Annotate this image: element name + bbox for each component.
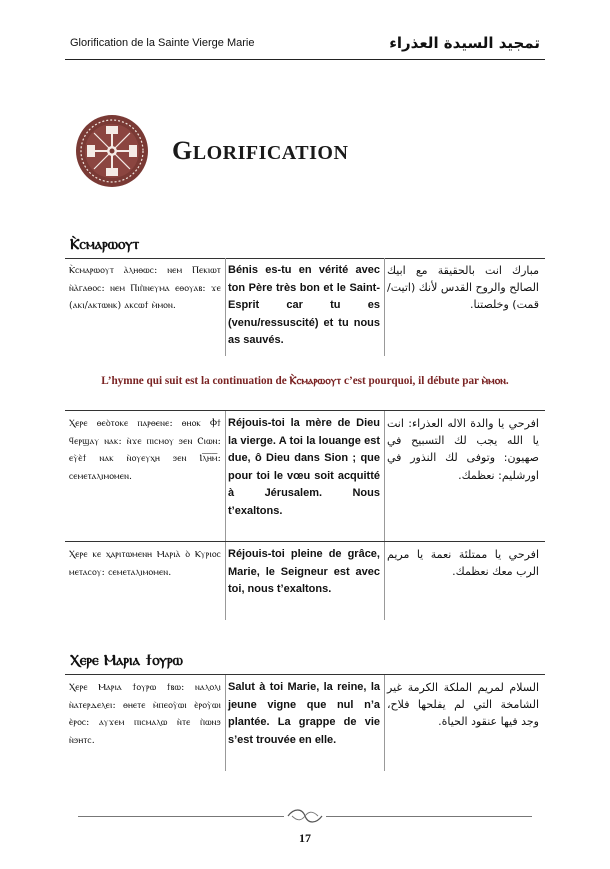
page-number: 17	[299, 831, 311, 845]
column-divider	[384, 675, 385, 771]
column-divider	[225, 675, 226, 771]
coptic-text: Ⲕ̀ⲥⲙⲁⲣⲱⲟⲩⲧ ⲁ̀ⲗⲏⲑⲱⲥ: ⲛⲉⲙ Ⲡⲉⲕⲓⲱⲧ ⲛ̀ⲁ̀ⲅⲁⲑⲟⲥ: ⲛⲉⲙ Ⲡⲓⲡ̀ⲛⲉⲩⲙⲁ ⲉⲑⲟⲩⲁⲃ: ϫⲉ (ⲁⲕⲓ/ⲁⲕⲧⲱⲛⲕ) ⲁⲕⲥⲱϯ ⲙ̀ⲙⲟⲛ.	[69, 265, 221, 312]
section-title-chere-maria: Ⲭⲉⲣⲉ Ⲙⲁⲣⲓⲁ ϯⲟⲩⲣⲱ	[70, 651, 183, 669]
french-text: Réjouis-toi pleine de grâce, Marie, le Seigneur est avec toi, nous t’exaltons.	[228, 548, 380, 596]
french-text: Bénis es-tu en vérité avec ton Père très bon et le Saint-Esprit car tu es (venu/ressuscité) et tu nous as sauvés.	[228, 264, 380, 347]
header-title-ar: تمجيد السيدة العذراء	[389, 34, 540, 52]
hymn-row	[65, 410, 545, 541]
hymn-row	[65, 675, 545, 771]
header-title-fr: Glorification de la Sainte Vierge Marie	[70, 37, 255, 49]
rubric-note: L’hymne qui suit est la continuation de Ⲕ̀ⲥⲙⲁⲣⲱⲟⲩⲧ c’est pourquoi, il débute par ⲙ̀ⲙⲟⲛ.	[101, 375, 509, 387]
hymn-row	[65, 258, 545, 356]
coptic-text: Ⲭⲉⲣⲉ Ⲙⲁⲣⲓⲁ ϯⲟⲩⲣⲱ ϯⲃⲱ: ⲛⲁⲗⲟⲗⲓ ⲛ̀ⲁⲧⲉⲣⲇⲉⲗⲉⲓ: ⲑⲏⲉⲧⲉ ⲙ̀ⲡⲉⲟⲩ̀ⲱⲓ ⲉ̀ⲣⲟⲩ̀ⲱⲓ ⲉ̀ⲣⲟⲥ: ⲁⲩϫⲉⲙ ⲡⲓⲥⲙⲁⲗⲱ ⲛ̀ⲧⲉ ⲡ̀ⲱⲛϧ ⲛ̀ϧⲏⲧⲥ.	[69, 682, 221, 746]
coptic-text: Ⲭⲉⲣⲉ ⲕⲉ ⲭⲁⲣⲓⲧⲱⲙⲉⲛⲏ Ⲙⲁⲣⲓⲁ̀ ⲟ̀ Ⲕⲩⲣⲓⲟⲥ ⲙⲉⲧⲁⲥⲟⲩ: ⲥⲉⲙⲉⲧⲁⲗⲓⲙⲟⲙⲉⲛ.	[69, 549, 221, 578]
coptic-text: Ⲭⲉⲣⲉ ⲑⲉⲟ̀ⲧⲟⲕⲉ ⲡⲁⲣⲑⲉⲛⲉ: ⲑⲏⲟⲕ Ⲫϯ ϥⲉⲣϣⲁⲩ ⲛⲁⲕ: ⲛ̀ϫⲉ ⲡⲓⲥⲙⲟⲩ ϧⲉⲛ Ⲥⲓⲱⲛ: ⲉⲩ̀ⲉ̀ϯ ⲛⲁⲕ ⲛ̀ⲟⲩⲉⲩⲭⲏ ϧⲉⲛ Ⲓⲗ̅ⲏ̅ⲙ̅: ⲥⲉⲙⲉⲧⲁⲗⲓⲙⲟⲙⲉⲛ.	[69, 418, 221, 482]
page-title: GLORIFICATION	[172, 136, 349, 165]
hymn-row	[65, 541, 545, 620]
footer-rule-left	[78, 816, 284, 817]
arabic-text: السلام لمريم الملكة الكرمة غير الشامخة التي لم يفلحها فلاح، وجد فيها عنقود الحياة.	[387, 681, 539, 729]
section-title-kesmarwout: Ⲕ̀ⲥⲙⲁⲣⲱⲟⲩⲧ	[70, 235, 140, 253]
column-divider	[225, 542, 226, 620]
header-rule	[65, 59, 545, 60]
arabic-text: مبارك انت بالحقيقة مع ابيك الصالح والروح القدس لأنك (اتيت/قمت) وخلصتنا.	[387, 264, 539, 312]
footer-rule-right	[326, 816, 532, 817]
coptic-cross-emblem-icon	[75, 114, 149, 188]
column-divider	[384, 258, 385, 356]
arabic-text: افرحي يا والدة الاله العذراء: انت يا الله يجب لك التسبيح في صهيون: وتوفى لك النذور في اورشليم: نعظمك.	[387, 417, 539, 482]
column-divider	[384, 542, 385, 620]
column-divider	[225, 411, 226, 541]
column-divider	[225, 258, 226, 356]
french-text: Réjouis-toi la mère de Dieu la vierge. A toi la louange est due, ô Dieu dans Sion ; que pour toi le vœu soit acquitté à Jérusalem. Nous t’exaltons.	[228, 417, 380, 517]
french-text: Salut à toi Marie, la reine, la jeune vigne que nul n’a plantée. La grappe de vie s’est trouvée en elle.	[228, 681, 380, 746]
arabic-text: افرحي يا ممتلئة نعمة يا مريم الرب معك نعظمك.	[387, 548, 539, 579]
flourish-ornament-icon	[286, 806, 324, 826]
column-divider	[384, 411, 385, 541]
